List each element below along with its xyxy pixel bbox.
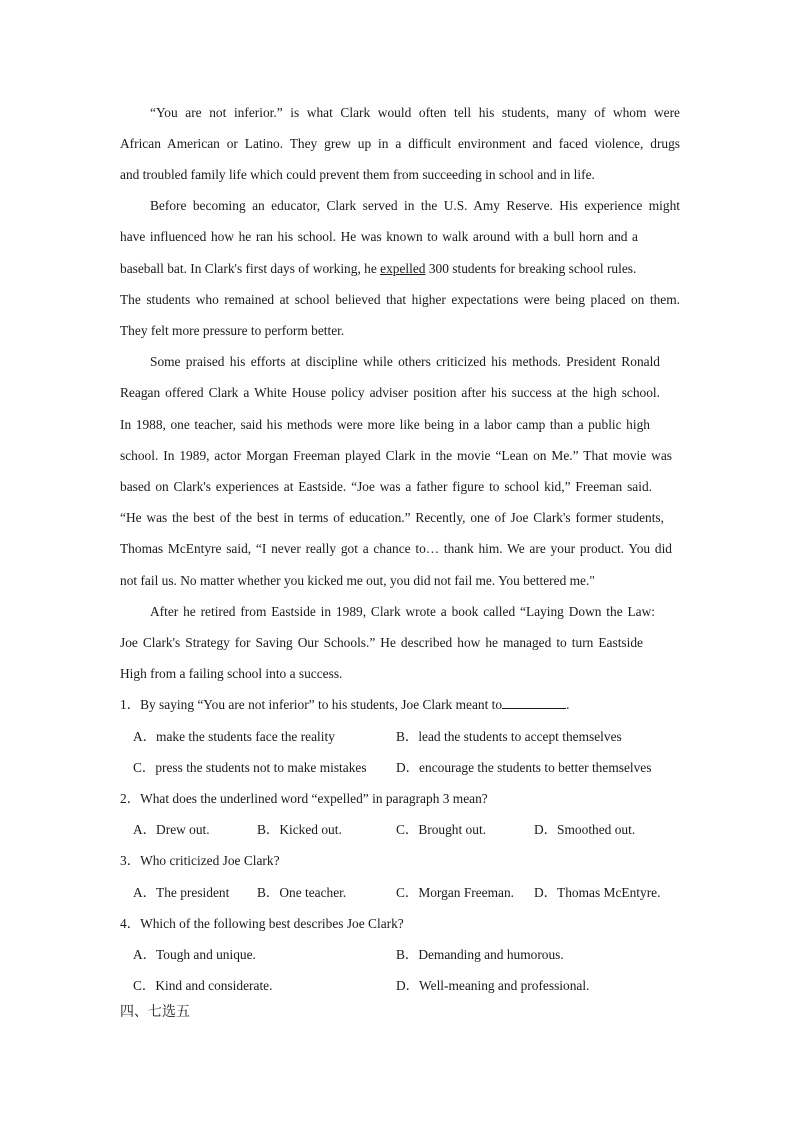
- passage-line: High from a failing school into a success.: [120, 666, 343, 681]
- passage-line: “You are not inferior.” is what Clark would often tell his students, many of whom were: [150, 105, 680, 120]
- passage-line: African American or Latino. They grew up in a difficult environment and faced violence, drugs: [120, 136, 680, 151]
- passage-line: Some praised his efforts at discipline while others criticized his methods. President Ronald: [150, 354, 660, 369]
- question-stem-end: .: [566, 697, 570, 712]
- option-4b: B．Demanding and humorous.: [396, 947, 564, 962]
- passage-line: have influenced how he ran his school. He was known to walk around with a bull horn and a: [120, 229, 638, 244]
- option-4a: A．Tough and unique.: [133, 947, 256, 962]
- passage-text: 300 students for breaking school rules.: [425, 261, 637, 276]
- answer-blank: [502, 696, 566, 709]
- option-3d: D．Thomas McEntyre.: [534, 885, 661, 900]
- underlined-word-expelled: expelled: [380, 261, 426, 276]
- option-1d: D．encourage the students to better themselves: [396, 760, 652, 775]
- passage-line: [120, 260, 680, 278]
- passage-line: After he retired from Eastside in 1989, Clark wrote a book called “Laying Down the Law:: [150, 604, 655, 619]
- passage-line: Before becoming an educator, Clark served in the U.S. Amy Reserve. His experience might: [150, 198, 680, 213]
- passage-line: The students who remained at school believed that higher expectations were being placed on them.: [120, 292, 680, 307]
- option-1a: A．make the students face the reality: [133, 729, 335, 744]
- option-1c: C．press the students not to make mistakes: [133, 760, 367, 775]
- option-2c: C．Brought out.: [396, 822, 487, 837]
- passage-line: based on Clark's experiences at Eastside. “Joe was a father figure to school kid,” Freeman said.: [120, 479, 652, 494]
- passage-line: and troubled family life which could prevent them from succeeding in school and in life.: [120, 167, 595, 182]
- passage-line: Reagan offered Clark a White House policy adviser position after his success at the high school.: [120, 385, 660, 400]
- option-2a: A．Drew out.: [133, 822, 210, 837]
- option-1b: B．lead the students to accept themselves: [396, 729, 622, 744]
- passage-text: baseball bat. In Clark's first days of working, he: [120, 261, 381, 276]
- option-2b: B．Kicked out.: [257, 822, 342, 837]
- passage-line: Thomas McEntyre said, “I never really got a chance to… thank him. We are your product. You did: [120, 541, 672, 556]
- passage-line: They felt more pressure to perform better.: [120, 323, 345, 338]
- question-2: 2．What does the underlined word “expelled” in paragraph 3 mean?: [120, 791, 488, 806]
- question-4: 4．Which of the following best describes Joe Clark?: [120, 916, 404, 931]
- option-2d: D．Smoothed out.: [534, 822, 636, 837]
- option-4c: C．Kind and considerate.: [133, 978, 273, 993]
- option-3b: B．One teacher.: [257, 885, 347, 900]
- section-heading: 四、七选五: [120, 1004, 190, 1020]
- option-4d: D．Well-meaning and professional.: [396, 978, 590, 993]
- option-3c: C．Morgan Freeman.: [396, 885, 515, 900]
- passage-line: school. In 1989, actor Morgan Freeman played Clark in the movie “Lean on Me.” That movie was: [120, 448, 672, 463]
- question-stem: 1．By saying “You are not inferior” to his students, Joe Clark meant to: [120, 697, 503, 712]
- passage-line: “He was the best of the best in terms of education.” Recently, one of Joe Clark's former students,: [120, 510, 664, 525]
- passage-line: In 1988, one teacher, said his methods were more like being in a labor camp than a public high: [120, 417, 650, 432]
- option-3a: A．The president: [133, 885, 230, 900]
- passage-line: Joe Clark's Strategy for Saving Our Schools.” He described how he managed to turn Eastside: [120, 635, 643, 650]
- question-1: [120, 696, 569, 714]
- question-3: 3．Who criticized Joe Clark?: [120, 853, 280, 868]
- passage-line: not fail us. No matter whether you kicked me out, you did not fail me. You bettered me.": [120, 573, 595, 588]
